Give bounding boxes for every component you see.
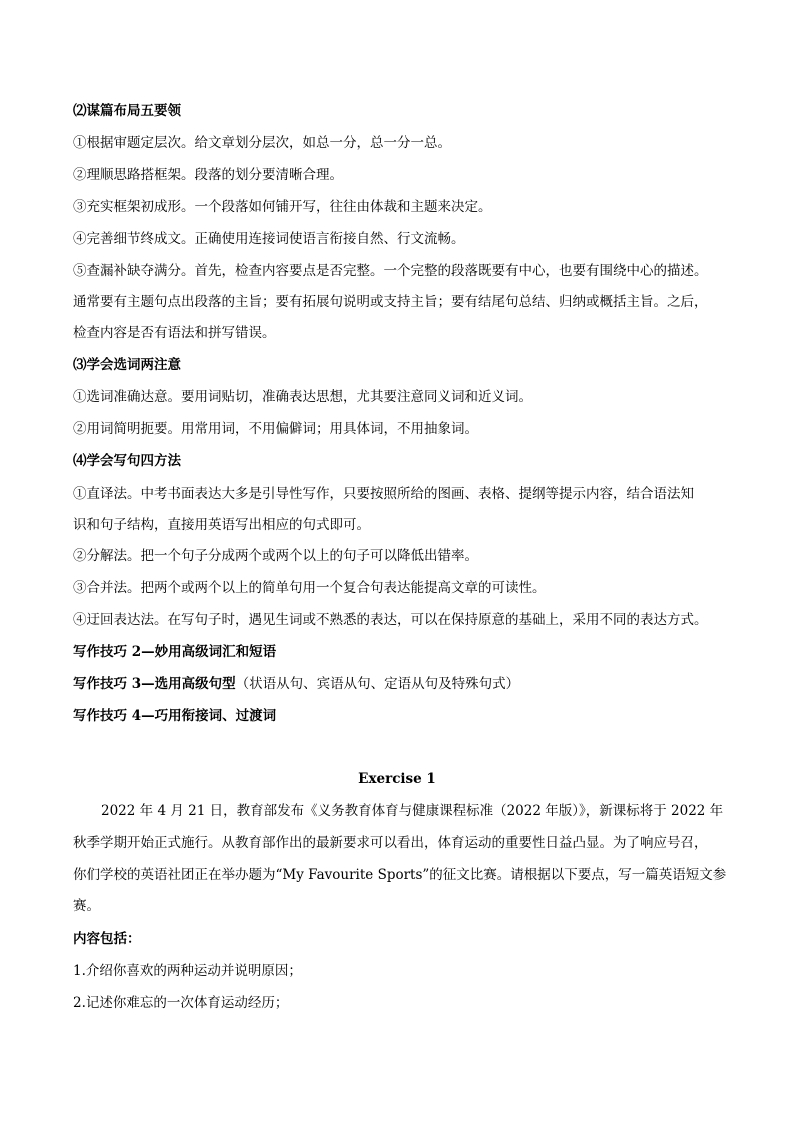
paragraph-line: 赛。 [73,898,100,914]
writing-tip: 写作技巧 4—巧用衔接词、过渡词 [73,708,277,724]
writing-tip: 写作技巧 2—妙用高级词汇和短语 [73,644,277,660]
paragraph-line: ⑤查漏补缺夺满分。首先，检查内容要点是否完整。一个完整的段落既要有中心，也要有围绕中心的描述。 [73,263,708,279]
writing-tip-title: 写作技巧 3—选用高级句型 [73,676,236,692]
section-title: ⑶学会选词两注意 [73,357,181,373]
writing-tip-note: （状语从句、宾语从句、定语从句及特殊句式） [235,676,520,692]
paragraph-line: ④完善细节终成文。正确使用连接词使语言衔接自然、行文流畅。 [73,231,465,247]
exercise-title: Exercise 1 [358,771,436,787]
content-item: 1.介绍你喜欢的两种运动并说明原因； [73,963,302,979]
section-title: ⑷学会写句四方法 [73,453,181,469]
paragraph-line: ②理顺思路搭框架。段落的划分要清晰合理。 [73,167,343,183]
paragraph-line: ①直译法。中考书面表达大多是引导性写作，只要按照所给的图画、表格、提纲等提示内容，结合语法知 [73,486,694,502]
paragraph-line: ③充实框架初成形。一个段落如何铺开写，往往由体裁和主题来决定。 [73,199,492,215]
paragraph-line: 秋季学期开始正式施行。从教育部作出的最新要求可以看出，体育运动的重要性日益凸显。为了响应号召， [73,835,708,851]
paragraph-line: ④迂回表达法。在写句子时，遇见生词或不熟悉的表达，可以在保持原意的基础上，采用不同的表达方式。 [73,612,708,628]
paragraph-line: 你们学校的英语社团正在举办题为“My Favourite Sports”的征文比赛。请根据以下要点，写一篇英语短文参 [73,867,727,883]
paragraph-line: ②分解法。把一个句子分成两个或两个以上的句子可以降低出错率。 [73,548,478,564]
paragraph-line: ③合并法。把两个或两个以上的简单句用一个复合句表达能提高文章的可读性。 [73,580,546,596]
content-item: 2.记述你难忘的一次体育运动经历； [73,995,289,1011]
paragraph-line: 检查内容是否有语法和拼写错误。 [73,325,276,341]
paragraph-line: ①根据审题定层次。给文章划分层次，如总一分，总一分一总。 [73,135,451,151]
content-heading: 内容包括： [73,931,141,947]
section-title: ⑵谋篇布局五要领 [73,103,181,119]
paragraph-line: ①选词准确达意。要用词贴切，准确表达思想，尤其要注意同义词和近义词。 [73,389,532,405]
paragraph-line: 通常要有主题句点出段落的主旨；要有拓展句说明或支持主旨；要有结尾句总结、归纳或概括主旨。之后， [73,294,708,310]
paragraph-line: 2022 年 4 月 21 日，教育部发布《义务教育体育与健康课程标准（2022 年版）》，新课标将于 2022 年 [101,803,724,819]
writing-tip [73,674,734,694]
paragraph-line: ②用词简明扼要。用常用词，不用偏僻词；用具体词，不用抽象词。 [73,421,478,437]
paragraph-line: 识和句子结构，直接用英语写出相应的句式即可。 [73,517,370,533]
